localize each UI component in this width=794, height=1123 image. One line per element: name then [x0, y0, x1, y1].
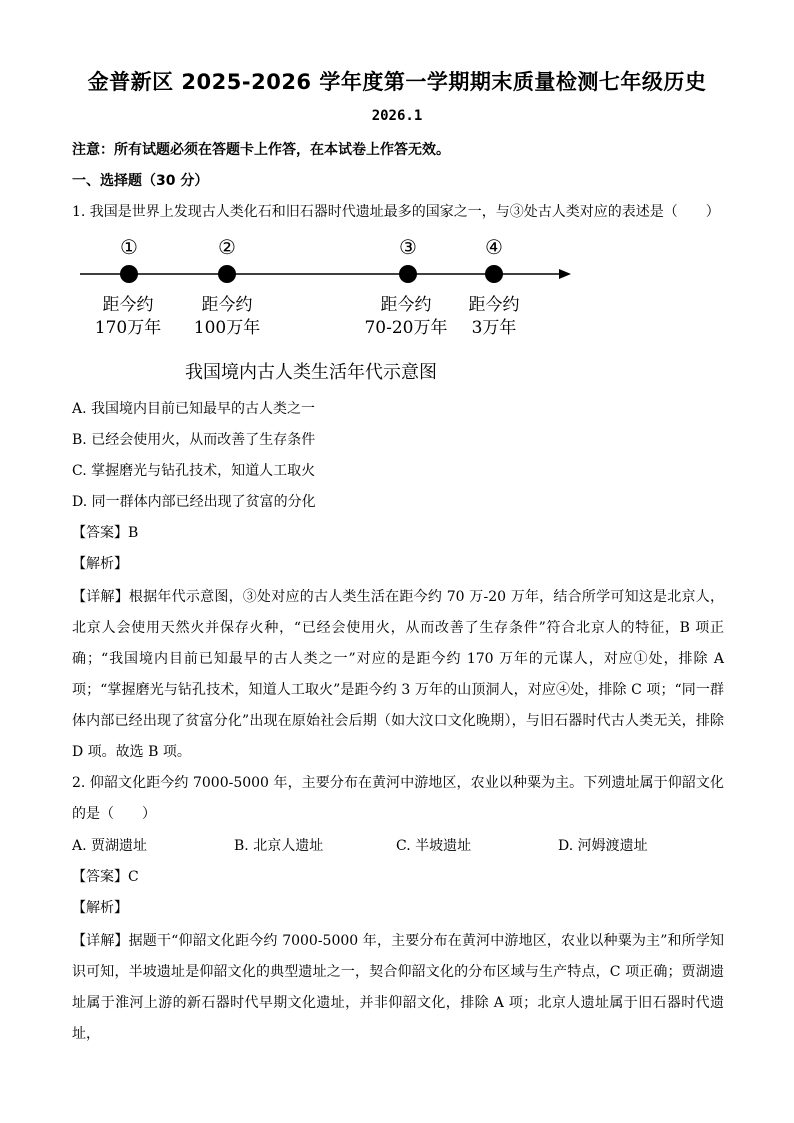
timeline-marker-1: ① — [120, 235, 138, 259]
timeline-label-2b: 100万年 — [193, 318, 261, 338]
q1-stem: 1. 我国是世界上发现古人类化石和旧石器时代遗址最多的国家之一，与③处古人类对应的表述是（ ） — [72, 204, 720, 220]
q1-option-a: A. 我国境内目前已知最早的古人类之一 — [72, 401, 316, 417]
q2-option-b: B. 北京人遗址 — [234, 838, 324, 854]
q1-option-c: C. 掌握磨光与钻孔技术，知道人工取火 — [72, 463, 316, 479]
q2-analysis: 【解析】 — [72, 900, 128, 916]
exam-date: 2026.1 — [371, 108, 423, 124]
timeline-arrowhead — [559, 269, 571, 279]
timeline-label-1b: 170万年 — [94, 318, 162, 338]
q2-option-a: A. 贾湖遗址 — [72, 838, 148, 854]
q1-option-d: D. 同一群体内部已经出现了贫富的分化 — [72, 494, 316, 510]
q1-analysis: 【解析】 — [72, 556, 128, 572]
timeline-marker-3: ③ — [399, 235, 417, 259]
page-title: 金普新区 2025-2026 学年度第一学期期末质量检测七年级历史 — [87, 70, 707, 94]
timeline-label-4b: 3万年 — [471, 318, 517, 338]
timeline-label-3a: 距今约 — [380, 295, 432, 315]
timeline-point-1 — [120, 265, 138, 283]
q2-detail: 【详解】据题干“仰韶文化距今约 7000-5000 年，主要分布在黄河中游地区，农业以种粟为主”和所学知识可知，半坡遗址是仰韶文化的典型遗址之一，契合仰韶文化的分布区域与生产特点，C 项正确；贾湖遗址属于淮河上游的新石器时代早期文化遗址，并非仰韶文化，排除 A 项；北京人遗址属于旧石器时代遗址， — [72, 933, 724, 1042]
q1-answer: 【答案】B — [72, 525, 139, 541]
timeline-point-4 — [485, 265, 503, 283]
section-heading: 一、选择题（30 分） — [72, 173, 209, 189]
diagram-caption: 我国境内古人类生活年代示意图 — [185, 362, 437, 383]
q2-option-d: D. 河姆渡遗址 — [558, 838, 648, 854]
q2-answer: 【答案】C — [72, 869, 139, 885]
timeline-marker-4: ④ — [485, 235, 503, 259]
timeline-marker-2: ② — [218, 235, 236, 259]
q1-option-b: B. 已经会使用火，从而改善了生存条件 — [72, 432, 316, 448]
q2-stem: 2. 仰韶文化距今约 7000-5000 年，主要分布在黄河中游地区，农业以种粟为主。下列遗址属于仰韶文化的是（ ） — [72, 775, 724, 822]
q1-detail: 【详解】根据年代示意图，③处对应的古人类生活在距今约 70 万-20 万年，结合所学可知这是北京人，北京人会使用天然火并保存火种，“已经会使用火，从而改善了生存条件”符合北京人的特征，B 项正确；“我国境内目前已知最早的古人类之一”对应的是距今约 170 万年的元谋人，对应①处，排除 A 项；“掌握磨光与钻孔技术，知道人工取火”是距今约 3 万年的山顶洞人，对应④处，排除 C 项；“同一群体内部已经出现了贫富分化”出现在原始社会后期（如大汶口文化晚期），与旧石器时代古人类无关，排除 D 项。故选 B 项。 — [72, 589, 724, 760]
timeline-label-2a: 距今约 — [201, 295, 253, 315]
notice: 注意：所有试题必须在答题卡上作答，在本试卷上作答无效。 — [72, 142, 450, 158]
timeline-diagram — [0, 228, 794, 388]
timeline-label-3b: 70-20万年 — [364, 318, 448, 338]
timeline-label-4a: 距今约 — [468, 295, 520, 315]
timeline-point-2 — [218, 265, 236, 283]
timeline-point-3 — [399, 265, 417, 283]
q2-option-c: C. 半坡遗址 — [396, 838, 472, 854]
timeline-label-1a: 距今约 — [102, 295, 154, 315]
